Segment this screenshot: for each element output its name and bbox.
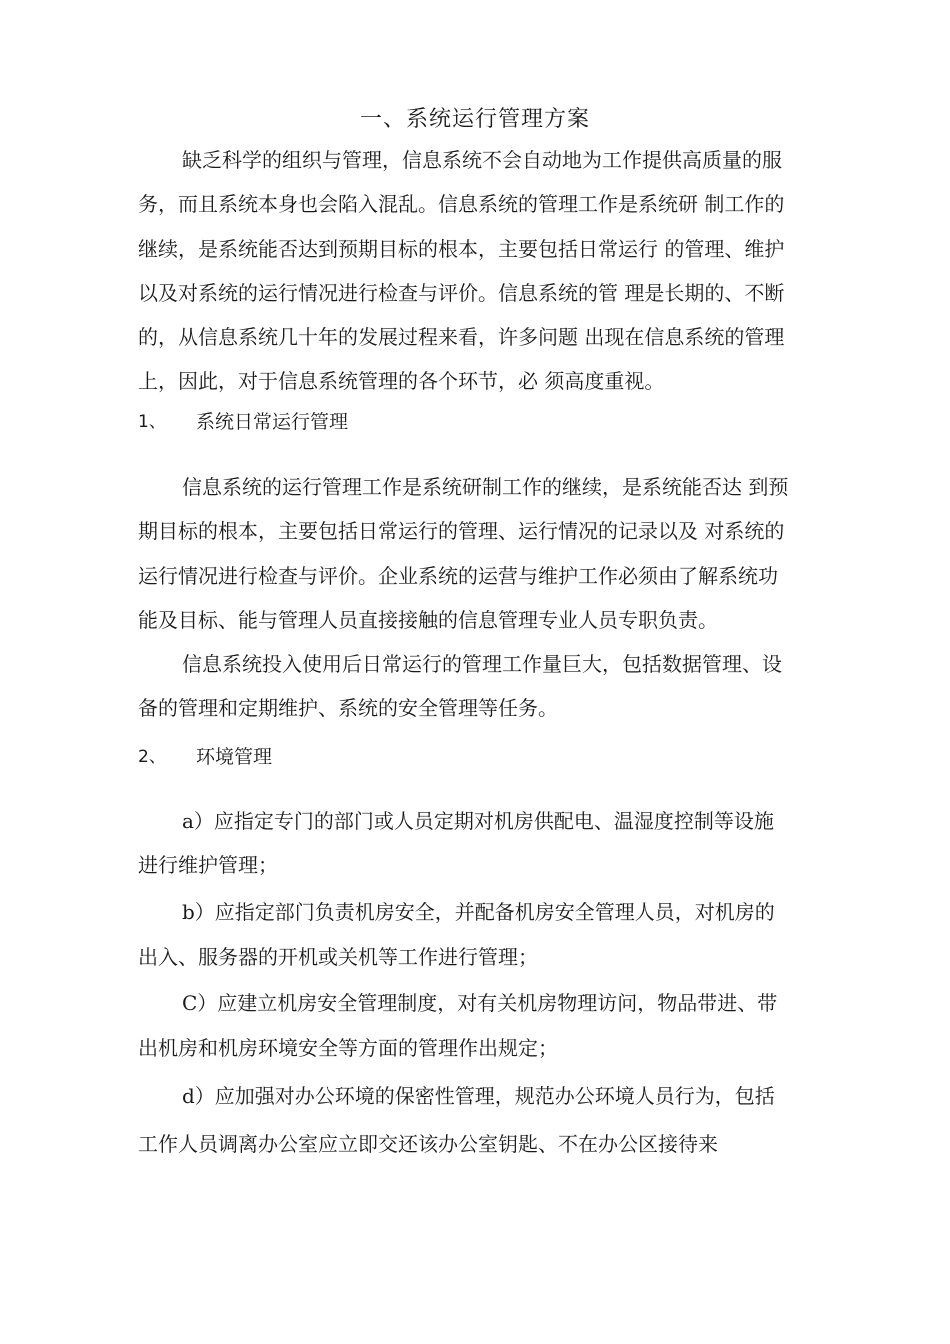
paragraph-line: 继续，是系统能否达到预期目标的根本，主要包括日常运行 的管理、维护 (138, 237, 785, 261)
list-item-line: d）应加强对办公环境的保密性管理，规范办公环境人员行为，包括 (182, 1084, 775, 1108)
section-number: 2、 (138, 747, 166, 767)
list-item-line: 工作人员调离办公室应立即交还该办公室钥匙、不在办公区接待来 (138, 1132, 718, 1156)
paragraph-line: 信息系统投入使用后日常运行的管理工作量巨大，包括数据管理、设 (182, 652, 782, 676)
list-item-line: 出入、服务器的开机或关机等工作进行管理； (138, 945, 538, 969)
paragraph-line: 以及对系统的运行情况进行检查与评价。信息系统的管 理是长期的、不断 (138, 281, 785, 305)
section-heading-text: 系统日常运行管理 (196, 411, 349, 433)
list-item-line: 出机房和机房环境安全等方面的管理作出规定； (138, 1036, 558, 1060)
list-item-line: 进行维护管理； (138, 853, 278, 877)
list-item-line: b）应指定部门负责机房安全，并配备机房安全管理人员，对机房的 (182, 900, 775, 924)
paragraph-line: 的，从信息系统几十年的发展过程来看，许多问题 出现在信息系统的管理 (138, 325, 785, 349)
paragraph-line: 能及目标、能与管理人员直接接触的信息管理专业人员专职负责。 (138, 608, 718, 632)
section-heading-text: 环境管理 (196, 746, 273, 768)
paragraph-line: 运行情况进行检查与评价。企业系统的运营与维护工作必须由了解系统功 (138, 564, 778, 588)
paragraph-line: 备的管理和定期维护、系统的安全管理等任务。 (138, 696, 558, 720)
document-title: 一、系统运行管理方案 (359, 107, 590, 132)
paragraph-line: 信息系统的运行管理工作是系统研制工作的继续，是系统能否达 到预 (182, 475, 789, 499)
paragraph-line: 缺乏科学的组织与管理，信息系统不会自动地为工作提供高质量的服 (182, 148, 782, 172)
paragraph-line: 期目标的根本，主要包括日常运行的管理、运行情况的记录以及 对系统的 (138, 519, 785, 543)
paragraph-line: 上，因此，对于信息系统管理的各个环节，必 须高度重视。 (138, 369, 665, 393)
section-number: 1、 (138, 412, 166, 432)
list-item-line: a）应指定专门的部门或人员定期对机房供配电、温湿度控制等设施 (182, 809, 774, 833)
list-item-line: C）应建立机房安全管理制度，对有关机房物理访问，物品带进、带 (182, 991, 778, 1015)
paragraph-line: 务，而且系统本身也会陷入混乱。信息系统的管理工作是系统研 制工作的 (138, 192, 785, 216)
